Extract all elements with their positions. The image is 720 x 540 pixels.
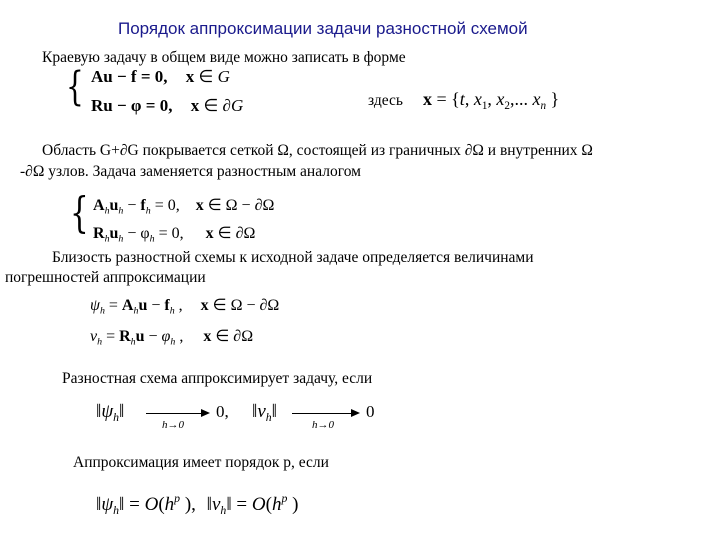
grid-description-line1: Область G+∂G покрывается сеткой Ω, состоящей из граничных ∂Ω и внутренних Ω (42, 142, 593, 159)
psi-error-formula: $\psi_h = A_hu - f_h$ , x ∈ Ω − ∂Ω (90, 297, 280, 317)
arrow-right-icon (201, 409, 210, 417)
closeness-text-line2: погрешностей аппроксимации (5, 269, 206, 286)
nu-norm: $‖\nu_h‖$ (252, 401, 278, 425)
here-label: здесь (368, 92, 403, 109)
order-formula: $‖\psi_h‖ = O(h^p$ ), $‖\nu_h‖ = O(h^p$ ) (96, 491, 299, 518)
x-definition: x = {t, $x_1$, $x_2$,... $x_n$ } (423, 89, 560, 112)
system1-eq1: Au − f = 0, x ∈ G (91, 67, 230, 86)
limit-under-label: h→0 (312, 419, 334, 431)
system2-eq2: $R_hu_h - \varphi_h = 0$, x ∈ ∂Ω (93, 225, 256, 245)
closeness-text-line1: Близость разностной схемы к исходной задаче определяется величинами (52, 249, 534, 266)
limit-value: 0 (366, 402, 375, 421)
limit-value: 0, (216, 402, 229, 421)
limit-under-label: h→0 (162, 419, 184, 431)
nu-error-formula: $\nu_h = R_hu - \varphi_h$ , x ∈ ∂Ω (90, 328, 254, 348)
left-brace-icon: { (66, 64, 84, 110)
slide-title: Порядок аппроксимации задачи разностной схемой (118, 19, 528, 38)
order-condition-text: Аппроксимация имеет порядок p, если (73, 454, 329, 471)
arrow-line (146, 413, 202, 414)
arrow-right-icon (351, 409, 360, 417)
system1-eq2: Ru − φ = 0, x ∈ ∂G (91, 96, 244, 115)
system2-eq1: $A_hu_h - f_h = 0$, x ∈ Ω − ∂Ω (93, 197, 275, 217)
approximation-condition-text: Разностная схема аппроксимирует задачу, если (62, 370, 373, 387)
arrow-line (292, 413, 352, 414)
intro-text: Краевую задачу в общем виде можно записать в форме (42, 49, 406, 66)
left-brace-icon: { (70, 188, 89, 237)
psi-norm: $‖\psi_h‖$ (96, 401, 125, 425)
grid-description-line2: -∂Ω узлов. Задача заменяется разностным аналогом (20, 163, 361, 180)
